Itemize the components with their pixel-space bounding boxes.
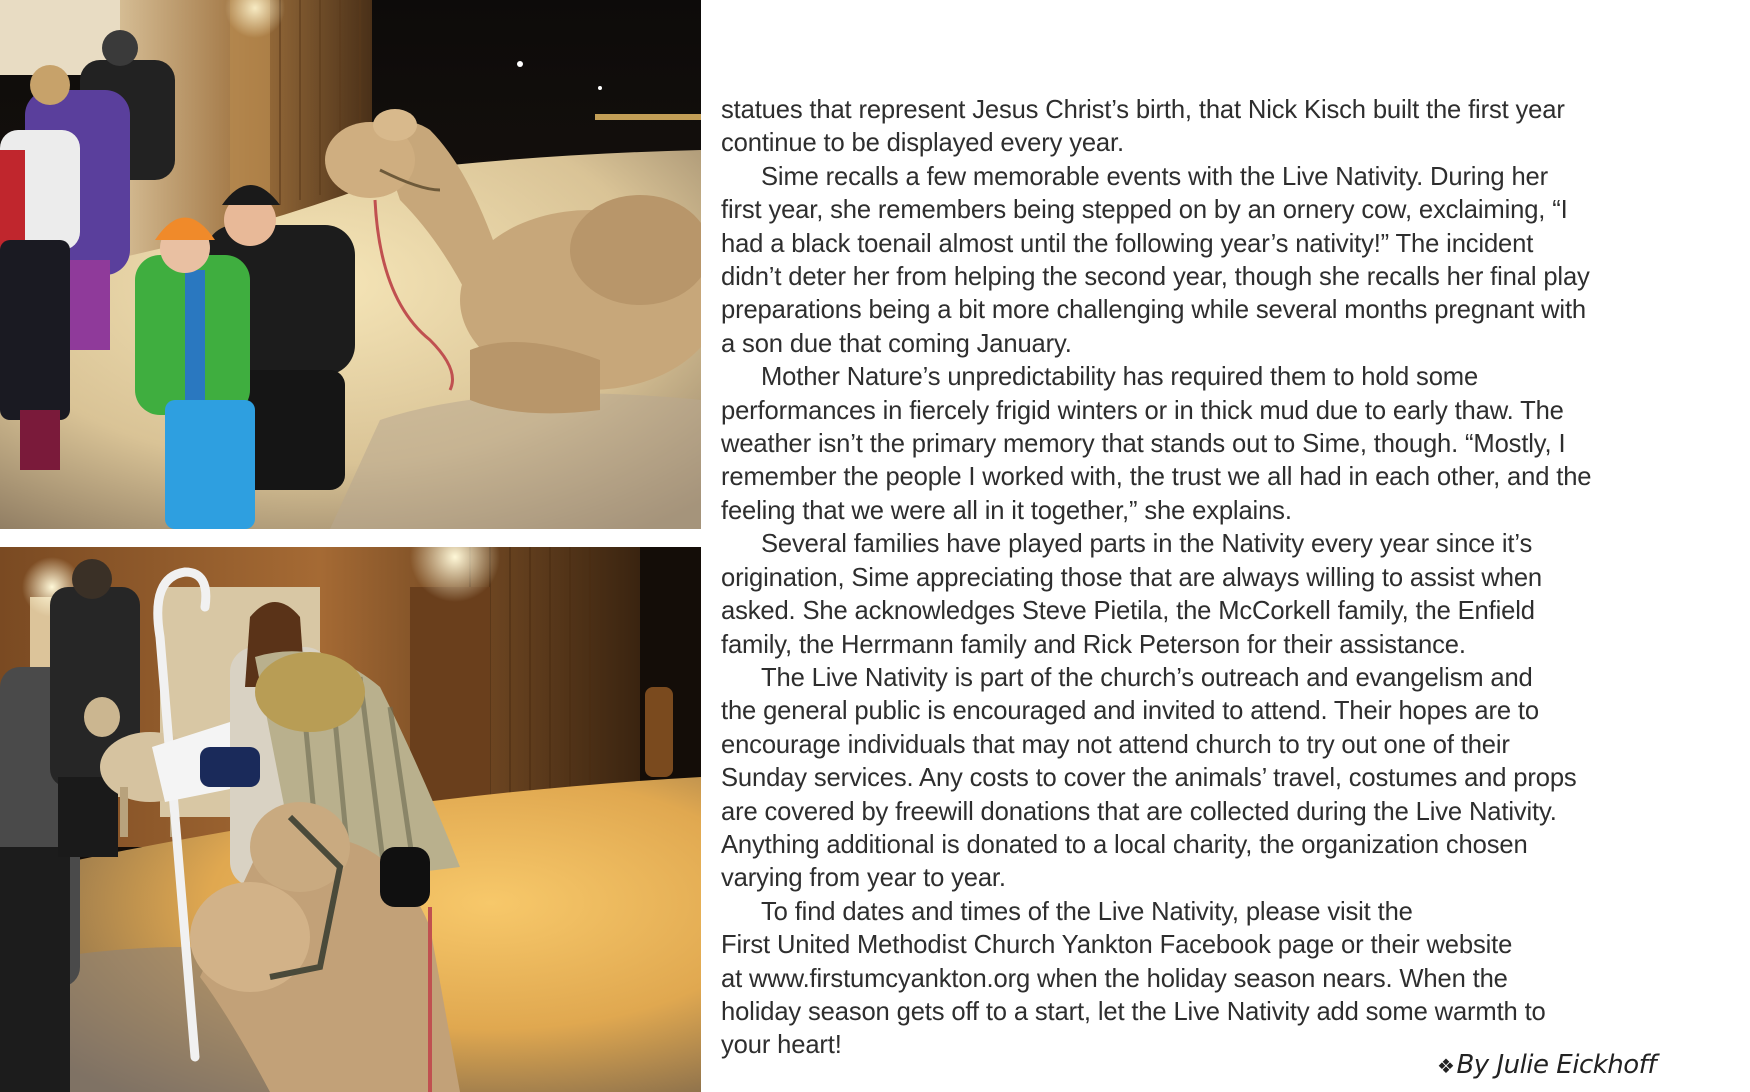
paragraph-1: statues that represent Jesus Christ’s birth, that Nick Kisch built the first year continue to be displayed every year. [721, 96, 1565, 158]
paragraph-4: Several families have played parts in the Nativity every year since it’s origination, Sime appreciating those that are always willing to assist when asked. She acknowledges Steve Pietila, the McCorkell family, the Enfield family, the Herrmann family and Rick Peterson for their assistance. [721, 530, 1542, 659]
photo-family-with-camel [0, 0, 701, 529]
byline [1437, 1050, 1656, 1080]
article-body [721, 94, 1721, 1063]
photo-shepherd-with-camel [0, 547, 701, 1092]
paragraph-5: The Live Nativity is part of the church’s outreach and evangelism and the general public is encouraged and invited to attend. Their hopes are to encourage individuals that may not attend church to try out one of their Sunday services. Any costs to cover the animals’ travel, costumes and props are covered by freewill donations that are collected during the Live Nativity. Anything additional is donated to a local charity, the organization chosen varying from year to year. [721, 663, 1577, 893]
paragraph-6: To find dates and times of the Live Nativity, please visit the First United Methodist Church Yankton Facebook page or their website at www.firstumcyankton.org when the holiday season nears. When the holiday season gets off to a start, let the Live Nativity add some warmth to your heart! [721, 897, 1546, 1060]
paragraph-3: Mother Nature’s unpredictability has required them to hold some performances in fiercely frigid winters or in thick mud due to early thaw. The weather isn’t the primary memory that stands out to Sime, though. “Mostly, I remember the people I worked with, the trust we all had in each other, and the feeling that we were all in it together,” she explains. [721, 363, 1592, 525]
paragraph-2: Sime recalls a few memorable events with the Live Nativity. During her first year, she remembers being stepped on by an ornery cow, exclaiming, “I had a black toenail almost until the following year’s nativity!” The incident didn’t deter her from helping the second year, though she recalls her final play preparations being a bit more challenging while several months pregnant with a son due that coming January. [721, 162, 1590, 358]
byline-author: By Julie Eickhoff [1456, 1050, 1656, 1080]
diamond-ornament-icon: ❖ [1437, 1054, 1455, 1078]
